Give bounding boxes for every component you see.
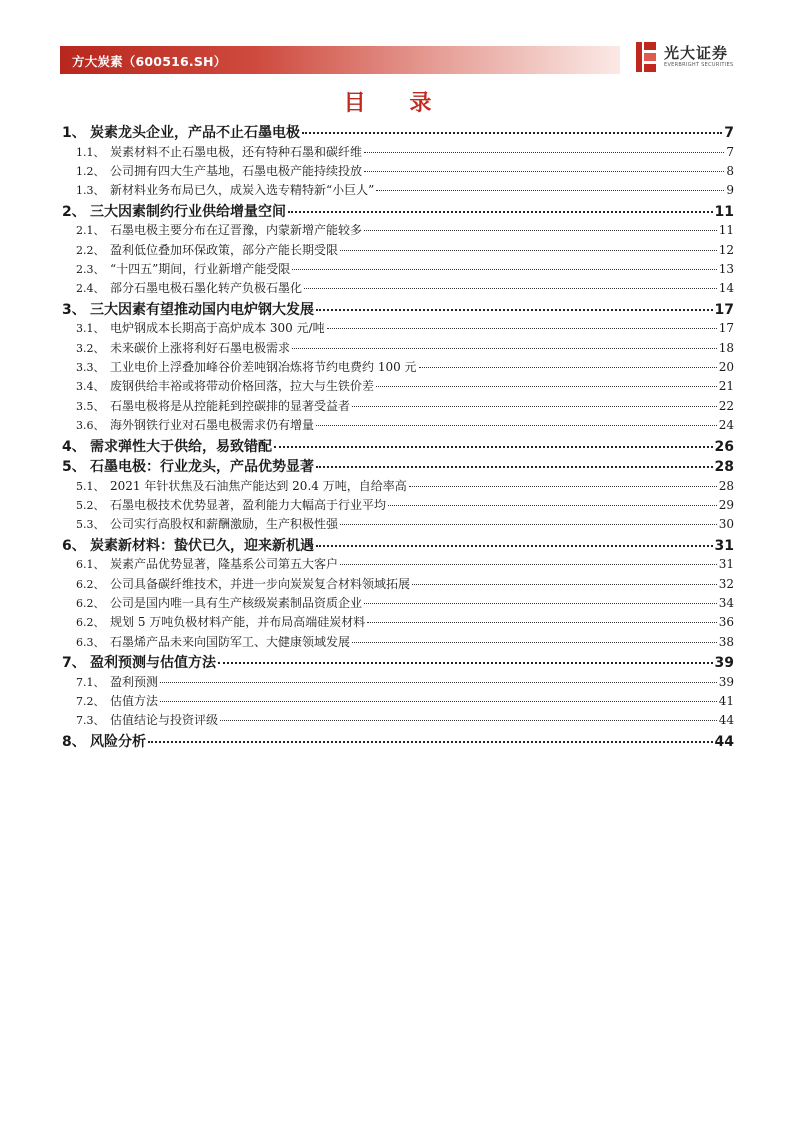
toc-entry-title: 公司具备碳纤维技术，并进一步向炭炭复合材料领域拓展 — [110, 576, 411, 591]
toc-dot-leader — [364, 171, 724, 172]
toc-page-number: 29 — [718, 497, 734, 512]
toc-entry-number: 4、 — [62, 438, 86, 455]
toc-chapter-entry[interactable] — [62, 299, 734, 320]
toc-entry-number: 5、 — [62, 459, 86, 476]
toc-page-number: 28 — [714, 459, 734, 476]
toc-entry-title: 风险分析 — [90, 733, 146, 750]
toc-entry-number: 6.1、 — [76, 558, 105, 572]
everbright-logo — [636, 40, 736, 74]
toc-section-entry[interactable] — [62, 260, 734, 279]
toc-page-number: 12 — [718, 242, 734, 257]
toc-entry-title: 新材料业务布局已久，成炭入选专精特新“小巨人” — [110, 183, 375, 198]
toc-dot-leader — [316, 425, 717, 426]
toc-entry-number: 3.4、 — [76, 380, 105, 394]
toc-entry-title: 盈利低位叠加环保政策，部分产能长期受限 — [110, 242, 339, 257]
toc-section-entry[interactable] — [62, 241, 734, 260]
toc-entry-title: 炭素产品优势显著，隆基系公司第五大客户 — [110, 557, 339, 572]
toc-entry-title: 石墨电极：行业龙头，产品优势显著 — [90, 459, 314, 476]
toc-page-number: 8 — [726, 163, 734, 178]
toc-entry-number: 3.2、 — [76, 341, 105, 355]
toc-page-number: 17 — [714, 301, 734, 318]
toc-section-entry[interactable] — [62, 613, 734, 632]
toc-dot-leader — [352, 406, 717, 407]
toc-section-entry[interactable] — [62, 673, 734, 692]
toc-dot-leader — [364, 152, 724, 153]
toc-entry-number: 2.2、 — [76, 243, 105, 257]
toc-dot-leader — [412, 584, 717, 585]
report-title: 方大炭素（600516.SH） — [72, 54, 227, 69]
toc-chapter-entry[interactable] — [62, 456, 734, 477]
toc-dot-leader — [367, 622, 716, 623]
toc-dot-leader — [316, 309, 713, 311]
toc-page-number: 30 — [718, 517, 734, 532]
logo-cn-text: 光大证券 — [664, 44, 729, 62]
toc-chapter-entry[interactable] — [62, 535, 734, 556]
toc-page-number: 32 — [718, 576, 734, 591]
toc-dot-leader — [419, 367, 717, 368]
toc-dot-leader — [304, 288, 717, 289]
toc-entry-number: 7、 — [62, 655, 86, 672]
toc-entry-number: 2.4、 — [76, 282, 105, 296]
toc-section-entry[interactable] — [62, 496, 734, 515]
toc-entry-title: 石墨电极将是从控能耗到控碳排的显著受益者 — [110, 398, 351, 413]
toc-page-number: 39 — [718, 674, 734, 689]
toc-entry-number: 6.3、 — [76, 635, 105, 649]
toc-chapter-entry[interactable] — [62, 436, 734, 457]
toc-section-entry[interactable] — [62, 397, 734, 416]
toc-entry-title: 公司拥有四大生产基地，石墨电极产能持续投放 — [110, 163, 363, 178]
toc-entry-title: 2021 年针状焦及石油焦产能达到 20.4 万吨，自给率高 — [110, 478, 407, 493]
toc-dot-leader — [274, 446, 713, 448]
toc-dot-leader — [292, 269, 716, 270]
toc-page-number: 44 — [714, 733, 734, 750]
toc-title: 目 录 — [343, 91, 450, 116]
toc-page-number: 26 — [714, 438, 734, 455]
toc-section-entry[interactable] — [62, 515, 734, 534]
toc-section-entry[interactable] — [62, 555, 734, 574]
toc-dot-leader — [340, 524, 717, 525]
toc-entry-title: 炭素新材料：蛰伏已久，迎来新机遇 — [90, 537, 314, 554]
toc-entry-title: 盈利预测与估值方法 — [90, 655, 216, 672]
toc-dot-leader — [148, 741, 713, 743]
toc-entry-number: 7.3、 — [76, 714, 105, 728]
toc-entry-number: 8、 — [62, 733, 86, 750]
toc-entry-number: 2.3、 — [76, 262, 105, 276]
toc-dot-leader — [364, 230, 717, 231]
toc-dot-leader — [288, 211, 713, 213]
logo-en-text: EVERBRIGHT SECURITIES — [664, 62, 734, 68]
toc-dot-leader — [352, 642, 717, 643]
toc-page-number: 13 — [718, 261, 734, 276]
toc-page-number: 24 — [718, 418, 734, 433]
toc-entry-title: 石墨烯产品未来向国防军工、大健康领域发展 — [110, 634, 351, 649]
toc-dot-leader — [160, 701, 717, 702]
toc-entry-title: 估值结论与投资评级 — [110, 713, 219, 728]
toc-entry-title: 海外钢铁行业对石墨电极需求仍有增量 — [110, 418, 315, 433]
toc-page-number: 44 — [718, 713, 734, 728]
toc-section-entry[interactable] — [62, 633, 734, 652]
toc-section-entry[interactable] — [62, 377, 734, 396]
toc-section-entry[interactable] — [62, 162, 734, 181]
toc-section-entry[interactable] — [62, 279, 734, 298]
toc-entry-number: 3.6、 — [76, 419, 105, 433]
toc-page-number: 11 — [714, 203, 734, 220]
toc-entry-title: 三大因素制约行业供给增量空间 — [90, 203, 286, 220]
toc-entry-number: 3、 — [62, 301, 86, 318]
toc-entry-number: 1.3、 — [76, 184, 105, 198]
toc-section-entry[interactable] — [62, 181, 734, 200]
toc-section-entry[interactable] — [62, 477, 734, 496]
toc-entry-number: 3.5、 — [76, 399, 105, 413]
toc-page-number: 31 — [714, 537, 734, 554]
toc-entry-number: 6.2、 — [76, 577, 105, 591]
toc-entry-number: 3.1、 — [76, 322, 105, 336]
toc-entry-number: 5.2、 — [76, 498, 105, 512]
toc-entry-number: 6.2、 — [76, 597, 105, 611]
toc-entry-title: 估值方法 — [110, 694, 159, 709]
toc-entry-title: 规划 5 万吨负极材料产能，并布局高端硅炭材料 — [110, 615, 366, 630]
toc-entry-title: 公司实行高股权和薪酬激励，生产积极性强 — [110, 517, 339, 532]
toc-page-number: 7 — [724, 125, 734, 141]
toc-page-number: 21 — [718, 379, 734, 394]
toc-page-number: 9 — [726, 183, 734, 198]
toc-entry-title: 工业电价上浮叠加峰谷价差吨钢冶炼将节约电费约 100 元 — [110, 360, 417, 375]
toc-entry-title: 盈利预测 — [110, 674, 159, 689]
toc-entry-number: 6.2、 — [76, 616, 105, 630]
toc-dot-leader — [218, 662, 713, 664]
toc-page-number: 34 — [718, 596, 734, 611]
toc-entry-title: 炭素龙头企业，产品不止石墨电极 — [90, 125, 300, 141]
toc-section-entry[interactable] — [62, 575, 734, 594]
toc-section-entry[interactable] — [62, 358, 734, 377]
toc-dot-leader — [409, 486, 717, 487]
toc-page-number: 36 — [718, 615, 734, 630]
toc-entry-number: 2、 — [62, 203, 86, 220]
toc-entry-number: 2.1、 — [76, 224, 105, 238]
toc-dot-leader — [340, 564, 717, 565]
toc-page-number: 41 — [718, 694, 734, 709]
toc-section-entry[interactable] — [62, 711, 734, 730]
toc-page-number: 14 — [718, 281, 734, 296]
toc-dot-leader — [292, 348, 717, 349]
toc-entry-number: 7.1、 — [76, 675, 105, 689]
toc-entry-number: 5.1、 — [76, 479, 105, 493]
toc-section-entry[interactable] — [62, 221, 734, 240]
toc-dot-leader — [316, 545, 713, 547]
toc-section-entry[interactable] — [62, 339, 734, 358]
toc-page-number: 20 — [718, 360, 734, 375]
toc-entry-title: 需求弹性大于供给，易致错配 — [90, 438, 272, 455]
toc-entry-number: 1.2、 — [76, 164, 105, 178]
toc-dot-leader — [388, 505, 717, 506]
toc-dot-leader — [220, 720, 717, 721]
toc-section-entry[interactable] — [62, 692, 734, 711]
toc-page-number: 39 — [714, 655, 734, 672]
toc-page-number: 11 — [718, 223, 734, 238]
toc-entry-title: 废钢供给丰裕或将带动价格回落，拉大与生铁价差 — [110, 379, 375, 394]
toc-entry-title: 电炉钢成本长期高于高炉成本 300 元/吨 — [110, 321, 325, 336]
toc-entry-title: 公司是国内唯一具有生产核级炭素制品资质企业 — [110, 596, 363, 611]
toc-entry-number: 3.3、 — [76, 361, 105, 375]
toc-section-entry[interactable] — [62, 143, 734, 162]
toc-page-number: 7 — [726, 144, 734, 159]
toc-entry-title: 未来碳价上涨将利好石墨电极需求 — [110, 340, 291, 355]
toc-page-number: 38 — [718, 634, 734, 649]
toc-page-number: 22 — [718, 398, 734, 413]
toc-section-entry[interactable] — [62, 319, 734, 338]
toc-dot-leader — [376, 386, 717, 387]
toc-entry-title: 石墨电极主要分布在辽晋豫，内蒙新增产能较多 — [110, 223, 363, 238]
toc-entry-title: 三大因素有望推动国内电炉钢大发展 — [90, 301, 314, 318]
toc-entry-number: 6、 — [62, 537, 86, 554]
toc-chapter-entry[interactable] — [62, 731, 734, 752]
toc-page-number: 17 — [718, 321, 734, 336]
toc-entry-title: 石墨电极技术优势显著，盈利能力大幅高于行业平均 — [110, 497, 387, 512]
toc-entry-number: 7.2、 — [76, 695, 105, 709]
toc-entry-number: 1、 — [62, 125, 86, 141]
toc-section-entry[interactable] — [62, 416, 734, 435]
toc-dot-leader — [364, 603, 717, 604]
toc-dot-leader — [160, 682, 717, 683]
toc-page-number: 28 — [718, 478, 734, 493]
everbright-logo-icon — [636, 42, 658, 72]
toc-dot-leader — [316, 466, 713, 468]
table-of-contents — [62, 122, 734, 751]
toc-entry-title: “十四五”期间，行业新增产能受限 — [110, 261, 291, 276]
toc-chapter-entry[interactable] — [62, 122, 734, 143]
toc-dot-leader — [376, 190, 724, 191]
toc-chapter-entry[interactable] — [62, 652, 734, 673]
toc-entry-number: 5.3、 — [76, 518, 105, 532]
toc-dot-leader — [340, 250, 717, 251]
toc-section-entry[interactable] — [62, 594, 734, 613]
toc-dot-leader — [302, 132, 722, 134]
toc-entry-title: 部分石墨电极石墨化转产负极石墨化 — [110, 281, 303, 296]
toc-dot-leader — [327, 328, 717, 329]
toc-page-number: 18 — [718, 340, 734, 355]
toc-chapter-entry[interactable] — [62, 201, 734, 222]
toc-entry-number: 1.1、 — [76, 145, 105, 159]
toc-entry-title: 炭素材料不止石墨电极，还有特种石墨和碳纤维 — [110, 144, 363, 159]
toc-page-number: 31 — [718, 557, 734, 572]
